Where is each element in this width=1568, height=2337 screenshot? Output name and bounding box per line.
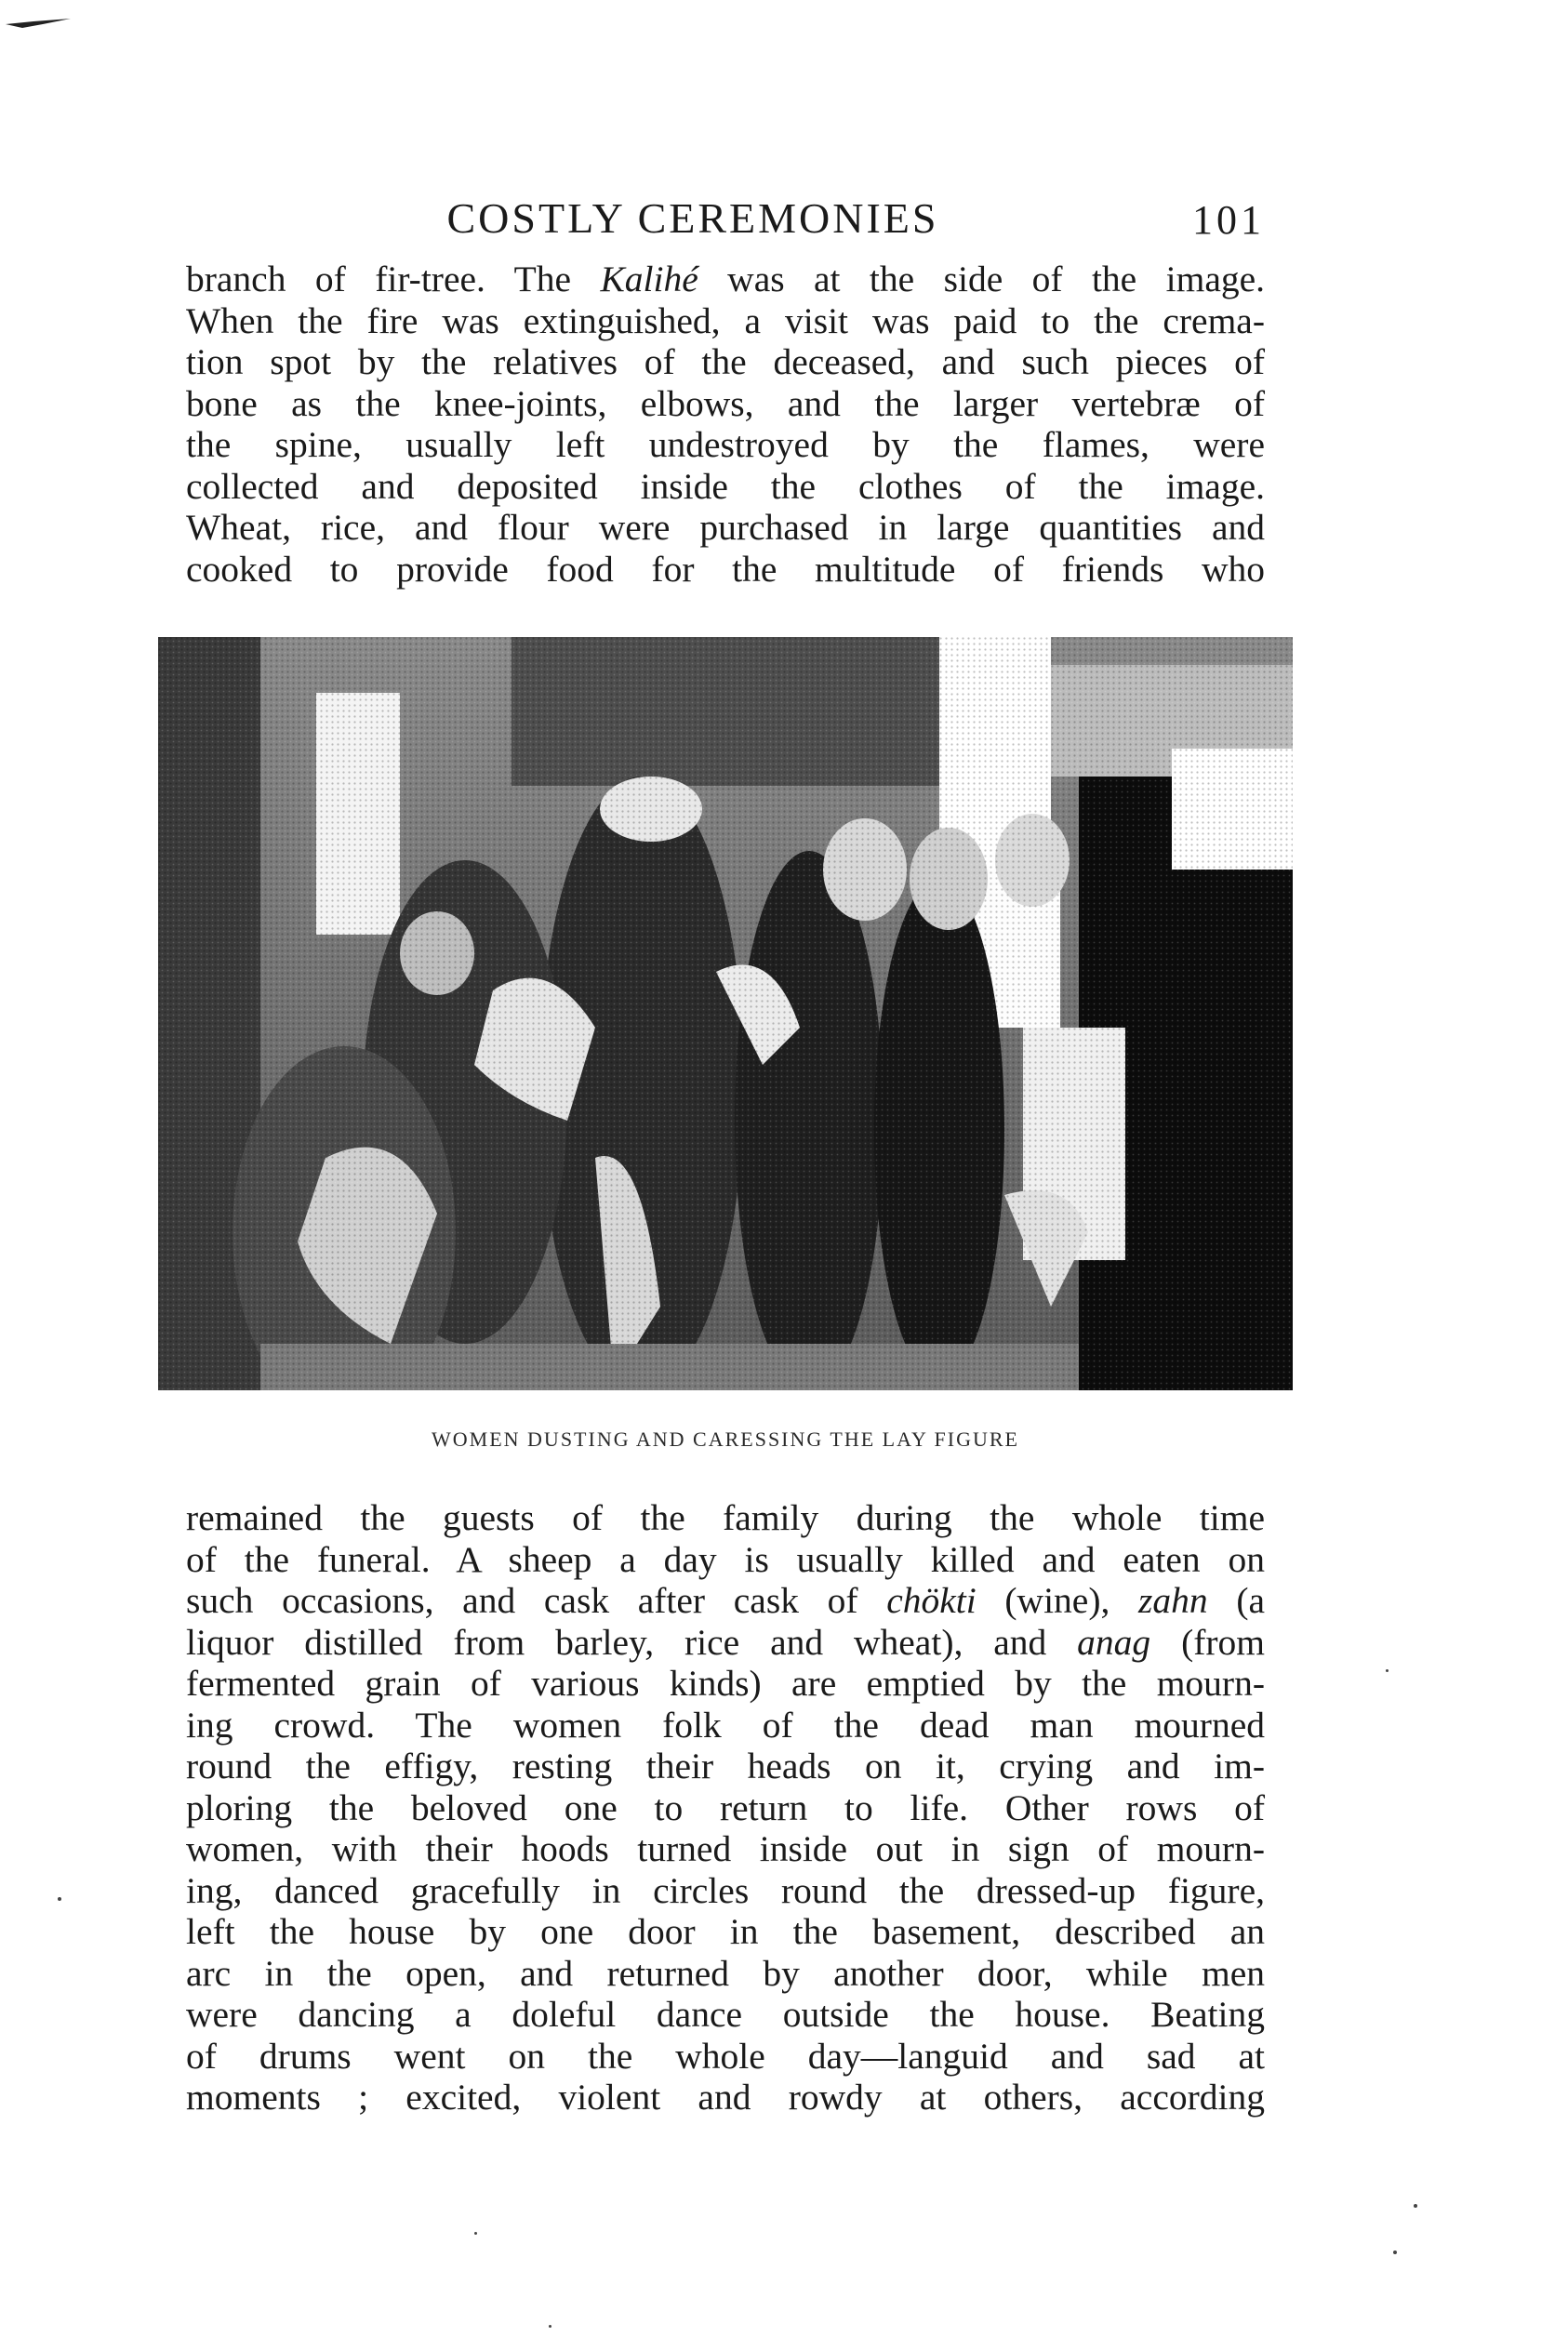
text-line	[186, 341, 1265, 383]
text-run: tion spot by the relatives of the deceased, and such pieces of	[186, 341, 1265, 382]
speck-dot	[474, 2232, 477, 2235]
text-line	[186, 2036, 1265, 2078]
photograph-figure	[158, 637, 1293, 1390]
text-run: moments ; excited, violent and rowdy at others, according	[186, 2077, 1265, 2118]
paragraph-top	[186, 259, 1265, 590]
text-line	[186, 1787, 1265, 1829]
text-line	[186, 549, 1265, 591]
text-run: arc in the open, and returned by another door, while men	[186, 1952, 1265, 1994]
text-run: (a	[1207, 1580, 1266, 1621]
text-run: branch of fir-tree. The	[186, 259, 601, 299]
text-run: cooked to provide food for the multitude of friends who	[186, 548, 1265, 590]
italic-term: chökti	[886, 1580, 977, 1621]
text-line	[186, 1622, 1265, 1664]
text-run: (from	[1150, 1621, 1266, 1663]
text-run: collected and deposited inside the clothes of the image.	[186, 465, 1265, 507]
text-line	[186, 1539, 1265, 1581]
text-line	[186, 383, 1265, 425]
text-run: of the funeral. A sheep a day is usually killed and eaten on	[186, 1538, 1265, 1580]
text-run: was at the side of the image.	[698, 259, 1266, 299]
text-run: women, with their hoods turned inside out in sign of mourn-	[186, 1828, 1265, 1869]
text-line	[186, 1953, 1265, 1995]
corner-ink-mark	[6, 17, 71, 30]
text-line	[186, 1828, 1265, 1870]
speck-dot	[1386, 1669, 1389, 1672]
photograph-image	[158, 637, 1293, 1390]
text-line	[186, 300, 1265, 342]
running-head	[186, 191, 1265, 246]
text-line	[186, 1870, 1265, 1912]
figure-caption: WOMEN DUSTING AND CARESSING THE LAY FIGURE	[432, 1427, 1019, 1451]
text-line	[186, 1663, 1265, 1705]
text-run: fermented grain of various kinds) are emptied by the mourn-	[186, 1663, 1265, 1704]
running-title: COSTLY CEREMONIES	[446, 194, 939, 242]
text-line	[186, 2077, 1265, 2118]
text-line	[186, 1746, 1265, 1787]
speck-dot	[1393, 2251, 1397, 2254]
text-run: left the house by one door in the basement, described an	[186, 1911, 1265, 1952]
text-run: Wheat, rice, and flour were purchased in large quantities and	[186, 507, 1265, 548]
text-run: ing, danced gracefully in circles round the dressed-up figure,	[186, 1869, 1265, 1911]
text-line	[186, 259, 1265, 300]
text-run: liquor distilled from barley, rice and wheat), and	[186, 1621, 1078, 1663]
italic-term: anag	[1077, 1621, 1151, 1663]
speck-dot	[1414, 2204, 1417, 2208]
text-line	[186, 424, 1265, 466]
text-line	[186, 507, 1265, 549]
text-run: ploring the beloved one to return to life. Other rows of	[186, 1786, 1265, 1828]
text-line	[186, 1497, 1265, 1539]
text-run: were dancing a doleful dance outside the house. Beating	[186, 1994, 1265, 2035]
speck-dot	[58, 1897, 61, 1901]
paragraph-bottom	[186, 1497, 1265, 2118]
page-number: 101	[1192, 197, 1265, 243]
italic-term: zahn	[1138, 1580, 1208, 1621]
speck-dot	[549, 2325, 551, 2328]
italic-term: Kalihé	[600, 259, 698, 299]
text-run: (wine),	[976, 1580, 1139, 1621]
text-run: such occasions, and cask after cask of	[186, 1580, 887, 1621]
text-line	[186, 1994, 1265, 2036]
text-run: bone as the knee-joints, elbows, and the larger vertebræ of	[186, 382, 1265, 424]
text-run: the spine, usually left undestroyed by the flames, were	[186, 424, 1265, 465]
text-line	[186, 1911, 1265, 1953]
text-run: round the effigy, resting their heads on it, crying and im-	[186, 1746, 1265, 1786]
text-run: ing crowd. The women folk of the dead man mourned	[186, 1704, 1265, 1746]
text-run: of drums went on the whole day—languid and sad at	[186, 2035, 1265, 2077]
text-line	[186, 1580, 1265, 1622]
text-run: When the fire was extinguished, a visit was paid to the crema-	[186, 299, 1265, 341]
text-line	[186, 1705, 1265, 1746]
text-line	[186, 466, 1265, 508]
text-run: remained the guests of the family during the whole time	[186, 1497, 1265, 1538]
